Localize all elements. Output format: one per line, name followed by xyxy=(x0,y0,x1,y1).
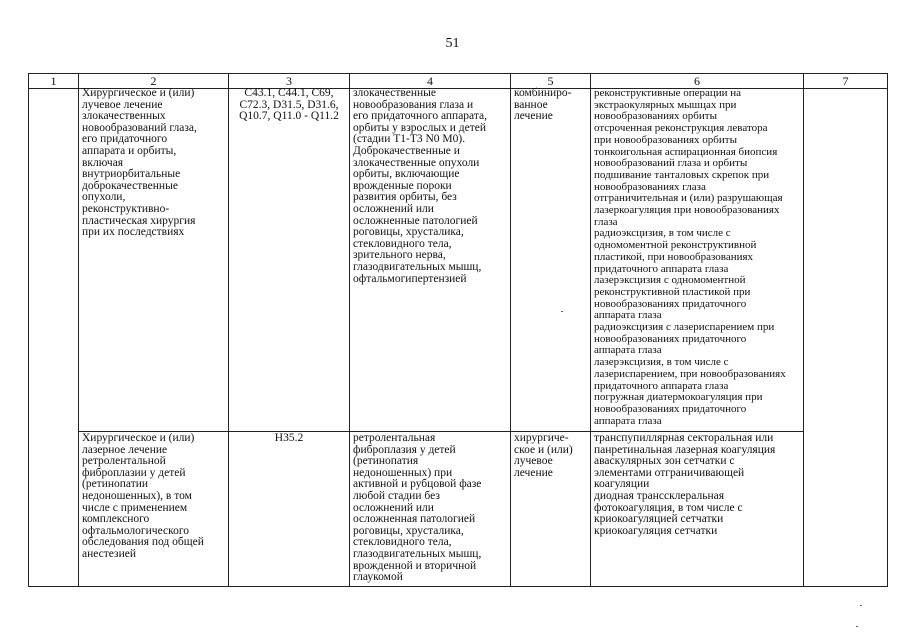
cell-line: новообразованиях придаточного xyxy=(594,332,747,345)
cell-line: ское и (или) xyxy=(514,443,573,456)
cell-line: фотокоагуляция, в том числе с xyxy=(594,501,743,514)
cell-line: орбиты, включающие xyxy=(353,168,460,181)
table-right-border xyxy=(887,73,888,587)
cell-line: новообразованиях орбиты xyxy=(594,110,717,123)
cell-line: роговицы, хрусталика, xyxy=(353,524,464,537)
cell-line: аппарата глаза xyxy=(594,309,662,322)
row2-treatment-type-cell xyxy=(514,433,573,479)
cell-line: опухоли, xyxy=(82,191,126,204)
cell-line: включая xyxy=(82,156,124,169)
cell-line: (стадии Т1-Т3 N0 M0). xyxy=(353,133,466,146)
cell-line: недоношенных), в том xyxy=(82,489,192,502)
cell-line: лучевое xyxy=(514,455,553,468)
column-header-6: 6 xyxy=(694,74,700,88)
column-header-3: 3 xyxy=(286,74,292,88)
cell-line: его придаточного xyxy=(82,133,168,146)
cell-line: криокоагуляцией сетчатки xyxy=(594,513,724,526)
cell-line: новообразованиях придаточного xyxy=(594,402,747,415)
table-bottom-border xyxy=(28,586,888,587)
row2-diagnosis-cell xyxy=(353,433,481,584)
cell-line: аппарата глаза xyxy=(594,414,662,427)
cell-line: его придаточного аппарата, xyxy=(353,110,488,123)
cell-line: Хирургическое и (или) xyxy=(82,87,195,99)
cell-line: (ретинопатии xyxy=(82,478,149,491)
cell-line: осложненная патологией xyxy=(353,513,476,526)
cell-line: фиброплазия у детей xyxy=(353,443,456,456)
cell-line: реконструктивно- xyxy=(82,202,170,215)
cell-line: новообразованиях придаточного xyxy=(594,297,747,310)
cell-line: злокачественные опухоли xyxy=(353,156,480,169)
cell-line: Q10.7, Q11.0 - Q11.2 xyxy=(239,110,339,123)
cell-line: новообразований глаза и орбиты xyxy=(594,157,748,170)
cell-line: орбиты у взрослых и детей xyxy=(353,121,486,134)
cell-line: числе с применением xyxy=(82,501,188,514)
cell-line: врожденные пороки xyxy=(353,179,452,192)
cell-line: любой стадии без xyxy=(353,489,440,502)
row1-treatment-type-cell xyxy=(514,88,571,123)
cell-line: доброкачественные xyxy=(82,179,178,192)
cell-line: Хирургическое и (или) xyxy=(82,432,195,444)
cell-line: Н35.2 xyxy=(274,432,304,444)
row2-method-cell xyxy=(82,433,204,561)
column-header-5: 5 xyxy=(547,74,554,88)
column-divider xyxy=(510,73,511,587)
column-divider xyxy=(590,73,591,587)
cell-line: лучевое лечение xyxy=(82,98,163,111)
cell-line: панретинальная лазерная коагуляция xyxy=(594,443,776,456)
cell-line: лазерэксцизия с одномоментной xyxy=(594,274,746,287)
cell-line: глазодвигательных мышц, xyxy=(353,260,482,273)
cell-line: коагуляции xyxy=(594,478,650,491)
cell-line: диодная транссклеральная xyxy=(594,489,724,502)
cell-line: стекловидного тела, xyxy=(353,237,452,250)
cell-line: осложненные патологией xyxy=(353,214,478,227)
cell-line: погружная диатермокоагуляция при xyxy=(594,391,763,404)
row1-method-cell xyxy=(82,88,197,239)
cell-line: элементами отграничивающей xyxy=(594,466,745,479)
cell-line: С43.1, С44.1, С69, xyxy=(244,87,334,99)
cell-line: активной и рубцовой фазе xyxy=(353,478,482,491)
cell-line: врожденной и вторичной xyxy=(353,559,477,572)
cell-line: радиоэксцизия с лазериспарением при xyxy=(594,321,775,334)
cell-line: отграничительная и (или) разрушающая xyxy=(594,192,783,205)
cell-line: фиброплазии у детей xyxy=(82,466,186,479)
column-header-7: 7 xyxy=(842,74,849,88)
cell-line: роговицы, хрусталика, xyxy=(353,226,464,239)
cell-line: подшивание танталовых скрепок при xyxy=(594,168,770,181)
cell-line: придаточного аппарата глаза xyxy=(594,262,729,275)
page-number: 51 xyxy=(445,36,460,51)
cell-line: радиоэксцизия, в том числе с xyxy=(594,227,731,240)
column-divider xyxy=(803,73,804,587)
cell-line: лазеркоагуляция при новообразованиях xyxy=(594,204,780,217)
cell-line: хирургиче- xyxy=(514,432,569,444)
cell-line: тонкоигольная аспирационная биопсия xyxy=(594,145,778,158)
scan-speck xyxy=(561,311,563,312)
table-left-border xyxy=(28,73,29,587)
cell-line: обследования под общей xyxy=(82,536,204,549)
column-header-1: 1 xyxy=(50,74,57,88)
column-header-2: 2 xyxy=(150,74,157,88)
scan-speck xyxy=(860,605,862,606)
row2-icd-codes-cell xyxy=(229,433,349,445)
cell-line: одномоментной реконструктивной xyxy=(594,239,757,252)
cell-line: внутриорбитальные xyxy=(82,168,181,181)
cell-line: глаза xyxy=(594,215,618,228)
cell-line: стекловидного тела, xyxy=(353,536,452,549)
cell-line: комплексного xyxy=(82,513,150,526)
cell-line: развития орбиты, без xyxy=(353,191,457,204)
cell-line: зрительного нерва, xyxy=(353,249,446,262)
column-divider xyxy=(228,73,229,587)
cell-line: недоношенных) при xyxy=(353,466,453,479)
cell-line: глазодвигательных мышц, xyxy=(353,547,482,560)
cell-line: лечение xyxy=(514,110,553,123)
cell-line: ванное xyxy=(514,98,548,111)
scan-speck xyxy=(856,626,858,627)
cell-line: аппарата глаза xyxy=(594,344,662,357)
row1-icd-codes-cell xyxy=(229,88,349,123)
cell-line: злокачественные xyxy=(353,87,436,99)
cell-line: транспупиллярная секторальная или xyxy=(594,432,774,444)
cell-line: отсроченная реконструкция леватора xyxy=(594,122,768,135)
cell-line: комбиниро- xyxy=(514,87,572,99)
cell-line: ретролентальная xyxy=(353,432,436,444)
cell-line: злокачественных xyxy=(82,110,166,123)
cell-line: экстраокулярных мышцах при xyxy=(594,98,737,111)
cell-line: глаукомой xyxy=(353,571,403,584)
cell-line: аваскулярных зон сетчатки с xyxy=(594,455,735,468)
cell-line: осложнений или xyxy=(353,501,434,514)
cell-line: офтальмогипертензией xyxy=(353,272,467,285)
column-divider xyxy=(349,73,350,587)
cell-line: лазерное лечение xyxy=(82,443,168,456)
cell-line: анестезией xyxy=(82,547,136,560)
cell-line: ретролентальной xyxy=(82,455,166,468)
cell-line: придаточного аппарата глаза xyxy=(594,379,729,392)
cell-line: лазерэксцизия, в том числе с xyxy=(594,356,729,369)
cell-line: лечение xyxy=(514,466,553,479)
cell-line: офтальмологического xyxy=(82,524,190,537)
row1-diagnosis-cell xyxy=(353,88,487,285)
column-divider xyxy=(78,73,79,587)
cell-line: лазериспарением, при новообразованиях xyxy=(594,367,786,380)
cell-line: реконструктивные операции на xyxy=(594,87,742,99)
cell-line: реконструктивной пластикой при xyxy=(594,285,751,298)
cell-line: Доброкачественные и xyxy=(353,144,460,157)
cell-line: криокоагуляция сетчатки xyxy=(594,524,718,537)
cell-line: пластическая хирургия xyxy=(82,214,196,227)
cell-line: пластикой, при новообразованиях xyxy=(594,250,754,263)
cell-line: С72.3, D31.5, D31.6, xyxy=(239,98,339,111)
cell-line: новообразованиях глаза xyxy=(594,180,706,193)
cell-line: (ретинопатия xyxy=(353,455,419,468)
row2-methods-cell xyxy=(594,433,775,537)
cell-line: осложнений или xyxy=(353,202,434,215)
row1-methods-cell xyxy=(594,88,786,427)
cell-line: новообразований глаза, xyxy=(82,121,197,134)
cell-line: при новообразованиях орбиты xyxy=(594,133,737,146)
cell-line: при их последствиях xyxy=(82,226,185,239)
column-header-4: 4 xyxy=(427,74,433,88)
cell-line: аппарата и орбиты, xyxy=(82,144,177,157)
cell-line: новообразования глаза и xyxy=(353,98,474,111)
